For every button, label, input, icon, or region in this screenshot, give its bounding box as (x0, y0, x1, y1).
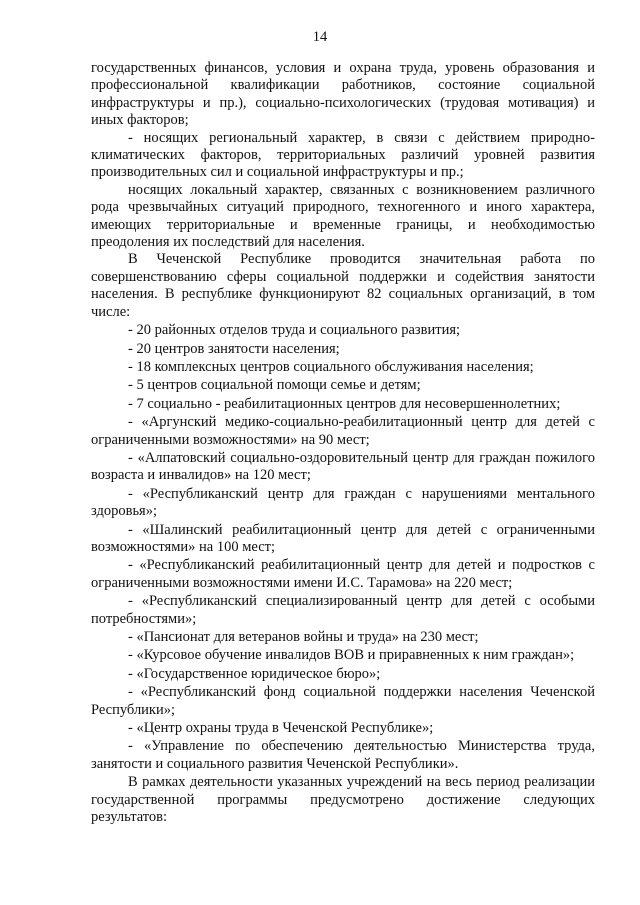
paragraph-local-factors: носящих локальный характер, связанных с возникновением различного рода чрезвычайных ситуаций природного, техногенного и иного характера, имеющих территориальные и временные границы, и необходимостью преодоления их последствий для населения. (91, 181, 595, 251)
paragraph-continuation: государственных финансов, условия и охрана труда, уровень образования и профессиональной квалификации работников, состояние социальной инфраструктуры и пр.), социально-психологических (трудовая мотивация) и иных факторов; (91, 60, 595, 129)
list-item: - 5 центров социальной помощи семье и детям; (128, 377, 421, 394)
list-item: - «Государственное юридическое бюро»; (128, 665, 381, 682)
page-number: 14 (312, 29, 328, 45)
list-item: - 20 районных отделов труда и социального развития; (128, 322, 461, 339)
paragraph-regional-factors: - носящих региональный характер, в связи с действием природно-климатических факторов, территориальных различий уровней развития производительных сил и социальной инфраструктуры и пр.; (91, 129, 595, 181)
list-item: - «Республиканский специализированный центр для детей с особыми потребностями»; (91, 593, 595, 627)
body-text (91, 60, 595, 826)
paragraph-intro-organizations: В Чеченской Республике проводится значительная работа по совершенствованию сферы социальной поддержки и содействия занятости населения. В республике функционируют 82 социальных организаций, в том числе: (91, 251, 595, 320)
list-item: - «Управление по обеспечению деятельностью Министерства труда, занятости и социального развития Чеченской Республики». (91, 738, 595, 772)
list-item: - 7 социально - реабилитационных центров для несовершеннолетних; (128, 395, 561, 412)
list-item: - «Шалинский реабилитационный центр для детей с ограниченными возможностями» на 100 мест; (91, 521, 595, 555)
list-item: - «Республиканский центр для граждан с нарушениями ментального здоровья»; (91, 485, 595, 520)
list-item: - «Пансионат для ветеранов войны и труда» на 230 мест; (128, 629, 479, 645)
list-item: - «Курсовое обучение инвалидов ВОВ и приравненных к ним граждан»; (128, 647, 575, 664)
list-item: - 18 комплексных центров социального обслуживания населения; (128, 358, 534, 375)
list-item: - «Республиканский фонд социальной поддержки населения Чеченской Республики»; (91, 684, 595, 718)
paragraph-expected-results: В рамках деятельности указанных учреждений на весь период реализации государственной программы предусмотрено достижение следующих результатов: (91, 774, 595, 826)
list-item: - «Алпатовский социально-оздоровительный центр для граждан пожилого возраста и инвалидов» на 120 мест; (91, 449, 595, 484)
list-item: - «Республиканский реабилитационный центр для детей и подростков с ограниченными возможностями имени И.С. Тарамова» на 220 мест; (91, 557, 595, 591)
list-item: - «Аргунский медико-социально-реабилитационный центр для детей с ограниченными возможностями» на 90 мест; (91, 414, 595, 448)
list-item: - 20 центров занятости населения; (128, 340, 340, 357)
list-item: - «Центр охраны труда в Чеченской Республике»; (128, 720, 434, 737)
